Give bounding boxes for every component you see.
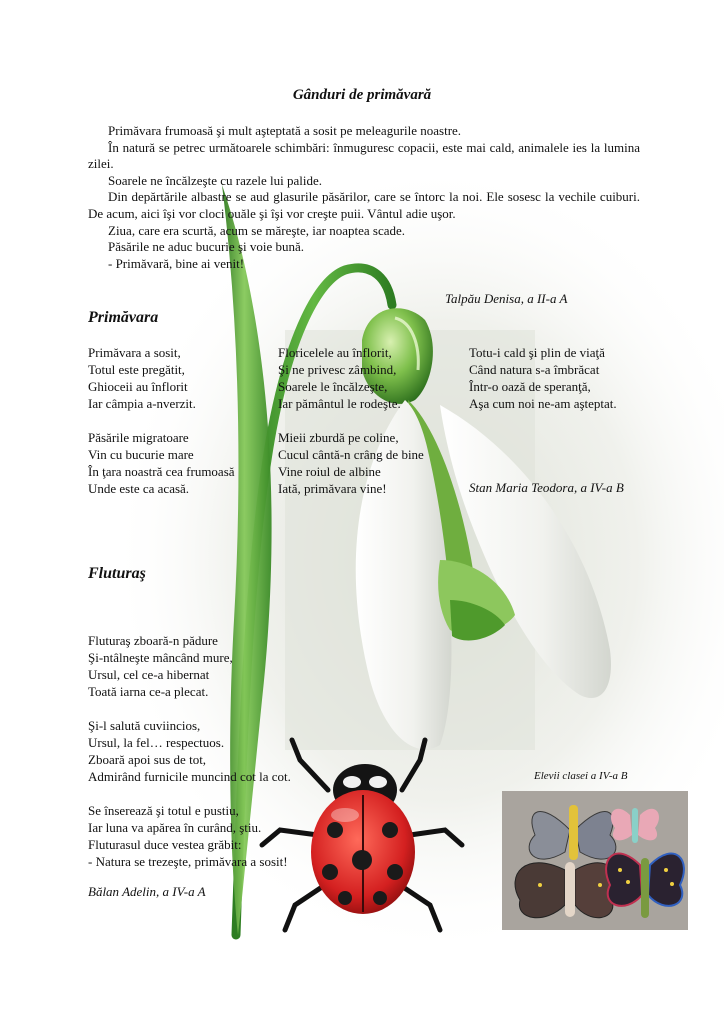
- poem-line: Vin cu bucurie mare: [88, 447, 194, 462]
- poem-author: Bălan Adelin, a IV-a A: [88, 884, 206, 899]
- stanza-gap: [278, 412, 424, 429]
- paragraph: Din depărtările albastre se aud glasurile păsărilor, care se întorc la noi. Ele sosesc la vechile cuiburi. De acum, aici îşi vor cloci ouăle şi îşi vor creşte puii. Vântul adie uşor.: [88, 189, 640, 221]
- poem-line: Totu-i cald şi plin de viaţă: [469, 345, 605, 360]
- poem-line: Fluturasul duce vestea grăbit:: [88, 837, 242, 852]
- poem-line: Primăvara a sosit,: [88, 345, 181, 360]
- paragraph: Ziua, care era scurtă, acum se măreşte, iar noaptea scade.: [108, 222, 406, 238]
- poem-line: Iar pământul le rodeşte.: [278, 396, 401, 411]
- poem-line: Mieii zburdă pe coline,: [278, 430, 399, 445]
- poem-line: Unde este ca acasă.: [88, 481, 190, 496]
- paragraph: Primăvara frumoasă şi mult aşteptată a sosit pe meleagurile noastre.: [108, 123, 462, 138]
- article-title: Gânduri de primăvară: [292, 87, 432, 103]
- poem-title: Primăvara: [88, 309, 159, 326]
- paragraph: Păsările ne aduc bucurie şi voie bună.: [108, 239, 305, 255]
- poem-line: Soarele le încălzeşte,: [278, 379, 388, 394]
- poem-line: În ţara noastră cea frumoasă: [88, 464, 235, 479]
- poem-line: Floricelele au înflorit,: [278, 345, 392, 360]
- poem-title: Fluturaş: [88, 565, 146, 582]
- poem-line: Şi-ntâlneşte mâncând mure,: [88, 650, 233, 665]
- poem-line: Iată, primăvara vine!: [278, 481, 387, 496]
- poem-author: Stan Maria Teodora, a IV-a B: [469, 480, 624, 495]
- poem-line: Cucul cântă-n crâng de bine: [278, 447, 424, 462]
- poem-line: Când natura s-a îmbrăcat: [469, 362, 600, 377]
- poem-line: Admirând furnicile muncind cot la cot.: [88, 769, 291, 784]
- paragraph: Soarele ne încălzeşte cu razele lui palide.: [108, 172, 323, 188]
- poem-line: Ghioceii au înflorit: [88, 379, 188, 394]
- poem-line: Totul este pregătit,: [88, 362, 185, 377]
- poem-line: Ursul, cel ce-a hibernat: [88, 667, 210, 682]
- article-author: Talpău Denisa, a II-a A: [445, 291, 568, 306]
- poem-line: Se înserează şi totul e pustiu,: [88, 803, 239, 818]
- poem-line: Vine roiul de albine: [278, 464, 381, 479]
- poem-line: Iar câmpia a-nverzit.: [88, 396, 196, 411]
- stanza-gap: [88, 700, 291, 717]
- paragraph: În natură se petrec următoarele schimbări: înmuguresc copacii, este mai cald, animalele ies la lumina zilei.: [88, 139, 640, 172]
- poem-line: - Natura se trezeşte, primăvara a sosit!: [88, 854, 288, 869]
- poem-column-1: [88, 344, 235, 497]
- photo-caption: Elevii clasei a IV-a B: [534, 770, 628, 782]
- poem-column-2: [278, 344, 424, 497]
- poem-line: Într-o oază de speranţă,: [469, 379, 591, 394]
- stanza-gap: [88, 412, 235, 429]
- paragraph: - Primăvară, bine ai venit!: [108, 255, 245, 271]
- poem-line: Şi-l salută cuviincios,: [88, 718, 201, 733]
- poem-line: Toată iarna ce-a plecat.: [88, 684, 209, 699]
- poem-line: Iar luna va apărea în curând, ştiu.: [88, 820, 262, 835]
- poem-column-3: [469, 344, 617, 412]
- poem-line: Aşa cum noi ne-am aşteptat.: [469, 396, 617, 411]
- poem-line: Fluturaş zboară-n pădure: [88, 633, 218, 648]
- poem-body: [88, 632, 291, 870]
- stanza-gap: [88, 785, 291, 802]
- poem-line: Şi ne privesc zâmbind,: [278, 362, 397, 377]
- poem-line: Păsările migratoare: [88, 430, 189, 445]
- article-body: [88, 123, 640, 272]
- poem-line: Ursul, la fel… respectuos.: [88, 735, 225, 750]
- poem-line: Zboară apoi sus de tot,: [88, 752, 207, 767]
- butterfly-crafts-photo: [502, 791, 688, 930]
